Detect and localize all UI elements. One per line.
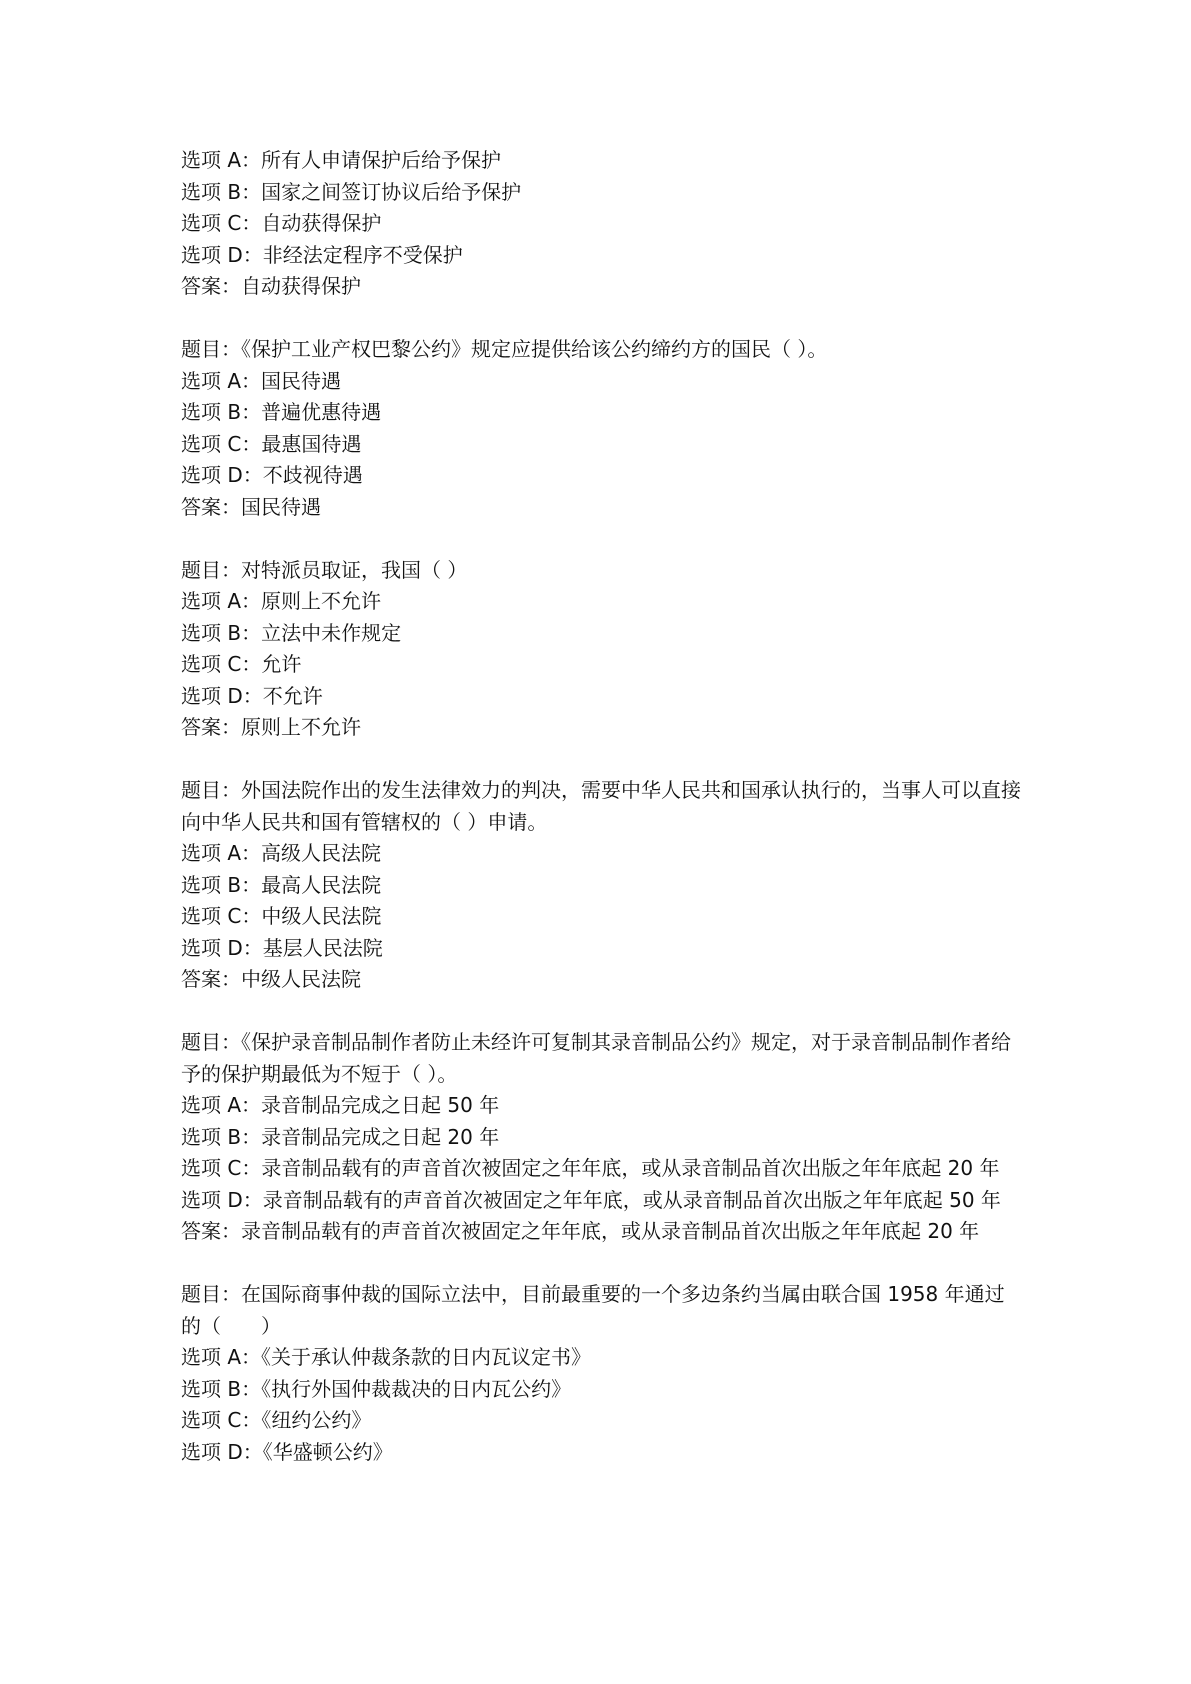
option-d: 选项 D：录音制品载有的声音首次被固定之年年底，或从录音制品首次出版之年年底起 50 年 xyxy=(181,1187,1001,1212)
block-spacer xyxy=(181,303,1021,335)
option-a: 选项 A：所有人申请保护后给予保护 xyxy=(181,148,502,172)
option-d: 选项 D：非经法定程序不受保护 xyxy=(181,242,463,267)
question-block xyxy=(181,145,1021,303)
answer: 答案：原则上不允许 xyxy=(181,715,361,739)
option-c: 选项 C：中级人民法院 xyxy=(181,904,382,928)
block-spacer xyxy=(181,996,1021,1028)
option-b: 选项 B：立法中未作规定 xyxy=(181,620,402,645)
block-spacer xyxy=(181,523,1021,555)
answer: 答案：录音制品载有的声音首次被固定之年年底，或从录音制品首次出版之年年底起 20 年 xyxy=(181,1219,980,1243)
option-a: 选项 A：高级人民法院 xyxy=(181,841,382,865)
option-c: 选项 C：《纽约公约》 xyxy=(181,1408,372,1432)
question-block xyxy=(181,1279,1021,1468)
option-a: 选项 A：录音制品完成之日起 50 年 xyxy=(181,1093,500,1117)
answer: 答案：自动获得保护 xyxy=(181,274,361,298)
option-d: 选项 D：不歧视待遇 xyxy=(181,463,363,487)
question-text: 题目：在国际商事仲裁的国际立法中，目前最重要的一个多边条约当属由联合国 1958 年通过的（ ） xyxy=(181,1282,1005,1338)
option-c: 选项 C：最惠国待遇 xyxy=(181,431,362,456)
option-a: 选项 A：原则上不允许 xyxy=(181,589,382,613)
block-spacer xyxy=(181,1248,1021,1280)
option-b: 选项 B：《执行外国仲裁裁决的日内瓦公约》 xyxy=(181,1376,572,1401)
question-block xyxy=(181,1027,1021,1248)
question-block xyxy=(181,775,1021,996)
answer: 答案：中级人民法院 xyxy=(181,967,361,991)
option-c: 选项 C：自动获得保护 xyxy=(181,211,382,235)
question-text: 题目：对特派员取证，我国（ ） xyxy=(181,557,468,582)
option-d: 选项 D：不允许 xyxy=(181,683,323,708)
option-b: 选项 B：普遍优惠待遇 xyxy=(181,400,382,424)
option-b: 选项 B：最高人民法院 xyxy=(181,872,382,897)
question-block xyxy=(181,555,1021,744)
question-text: 题目：《保护录音制品制作者防止未经许可复制其录音制品公约》规定，对于录音制品制作者给予的保护期最低为不短于（ ）。 xyxy=(181,1030,1011,1086)
option-d: 选项 D：《华盛顿公约》 xyxy=(181,1439,393,1464)
option-c: 选项 C：允许 xyxy=(181,652,302,676)
option-a: 选项 A：《关于承认仲裁条款的日内瓦议定书》 xyxy=(181,1345,592,1369)
option-b: 选项 B：录音制品完成之日起 20 年 xyxy=(181,1124,500,1149)
question-text: 题目：《保护工业产权巴黎公约》规定应提供给该公约缔约方的国民（ ）。 xyxy=(181,337,828,361)
question-block xyxy=(181,334,1021,523)
document-page xyxy=(181,145,1021,1468)
answer: 答案：国民待遇 xyxy=(181,494,321,519)
option-b: 选项 B：国家之间签订协议后给予保护 xyxy=(181,179,522,204)
option-d: 选项 D：基层人民法院 xyxy=(181,935,383,960)
option-c: 选项 C：录音制品载有的声音首次被固定之年年底，或从录音制品首次出版之年年底起 20 年 xyxy=(181,1156,1000,1180)
option-a: 选项 A：国民待遇 xyxy=(181,368,342,393)
block-spacer xyxy=(181,744,1021,776)
question-text: 题目：外国法院作出的发生法律效力的判决，需要中华人民共和国承认执行的，当事人可以直接向中华人民共和国有管辖权的（ ）申请。 xyxy=(181,778,1021,834)
